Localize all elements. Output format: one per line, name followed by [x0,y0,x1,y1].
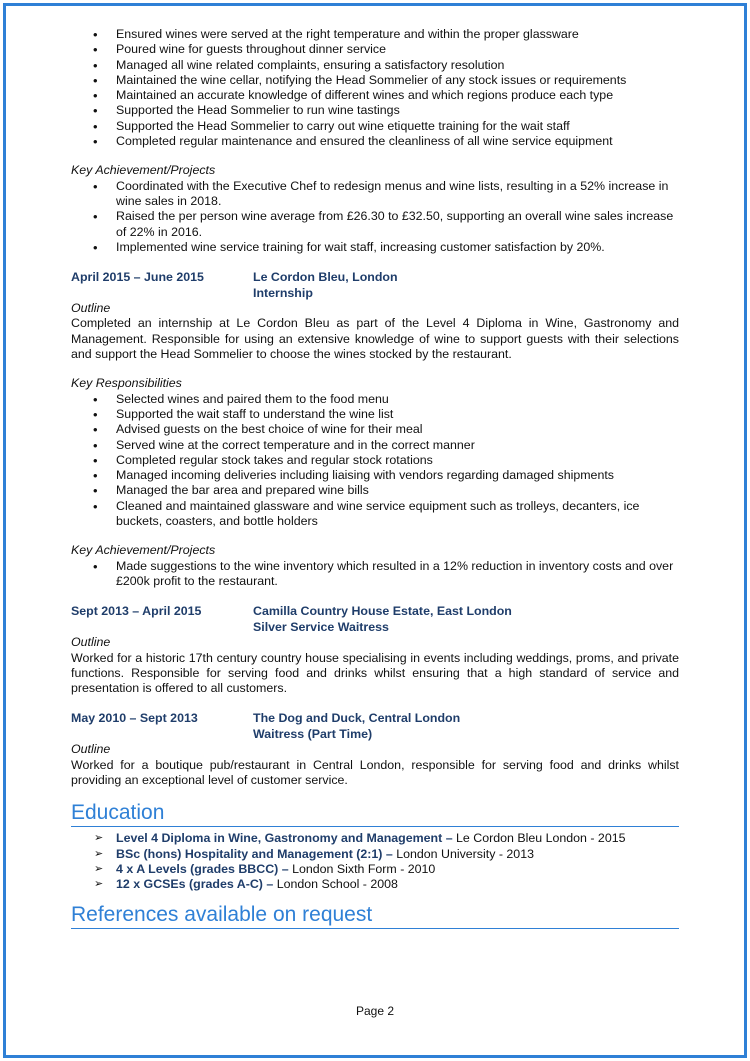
list-item: • Managed incoming deliveries including liaising with vendors regarding damaged shipments [116,468,679,483]
list-item [116,862,679,877]
job3-header [71,604,679,635]
education-detail: London University - 2013 [396,846,534,861]
education-heading: Education [71,800,679,827]
list-item: • Coordinated with the Executive Chef to redesign menus and wine lists, resulting in a 52% increase in wine sales in 2018. [116,179,679,210]
list-item [116,831,679,846]
education-qualification: 12 x GCSEs (grades A-C) [116,877,263,892]
job1-achievements [71,179,679,255]
list-item: • Maintained an accurate knowledge of different wines and which regions produce each type [116,88,679,103]
list-item: • Completed regular stock takes and regular stock rotations [116,453,679,468]
resume-page [71,27,679,929]
education-separator: – [442,831,457,846]
list-item: • Maintained the wine cellar, notifying the Head Sommelier of any stock issues or requirements [116,73,679,88]
job1-achievements-heading: Key Achievement/Projects [71,163,216,178]
education-qualification: Level 4 Diploma in Wine, Gastronomy and Management [116,831,443,846]
education-separator: – [278,861,293,876]
job4-outline-heading: Outline [71,742,111,757]
job2-title: Internship [253,285,313,300]
job4-outline: Worked for a boutique pub/restaurant in Central London, responsible for serving food and drinks whilst providing an exceptional level of customer service. [71,757,679,787]
list-item: • Raised the per person wine average from £26.30 to £32.50, supporting an overall wine sales increase of 22% in 2016. [116,209,679,240]
education-separator: – [262,877,277,892]
list-item: • Supported the Head Sommelier to run wine tastings [116,103,679,118]
job4-title: Waitress (Part Time) [253,726,373,741]
job3-title: Silver Service Waitress [253,619,389,634]
job2-outline-heading: Outline [71,301,111,316]
job2-outline: Completed an internship at Le Cordon Bleu as part of the Level 4 Diploma in Wine, Gastronomy and Management. Responsible for using an extensive knowledge of wine to support guests with their selections and support the Head Sommelier to choose the wines stocked by the restaurant. [71,316,679,362]
education-detail: Le Cordon Bleu London - 2015 [456,831,626,846]
list-item [116,877,679,892]
list-item: • Cleaned and maintained glassware and wine service equipment such as trolleys, decanters, ice buckets, coasters, and bottle holders [116,499,679,530]
job2-employer: Le Cordon Bleu, London [253,270,398,285]
job4-header [71,711,679,742]
list-item [116,847,679,862]
list-item: • Supported the wait staff to understand the wine list [116,407,679,422]
education-qualification: 4 x A Levels (grades BBCC) [116,861,279,876]
list-item: • Made suggestions to the wine inventory which resulted in a 12% reduction in inventory costs and over £200k profit to the restaurant. [116,559,679,590]
job2-header [71,270,679,301]
list-item: • Managed all wine related complaints, ensuring a satisfactory resolution [116,58,679,73]
education-qualification: BSc (hons) Hospitality and Management (2:1) [116,846,383,861]
job1-responsibilities [71,27,679,149]
list-item: • Served wine at the correct temperature and in the correct manner [116,438,679,453]
education-detail: London School - 2008 [276,877,398,892]
job3-dates: Sept 2013 – April 2015 [71,604,202,619]
education-separator: – [382,846,397,861]
page-number: Page 2 [355,1004,395,1018]
list-item: • Supported the Head Sommelier to carry out wine etiquette training for the wait staff [116,119,679,134]
job2-dates: April 2015 – June 2015 [71,270,204,285]
list-item: • Ensured wines were served at the right temperature and within the proper glassware [116,27,679,42]
education-list [71,831,679,892]
list-item: • Poured wine for guests throughout dinner service [116,42,679,57]
list-item: • Selected wines and paired them to the food menu [116,392,679,407]
job2-achievements [71,559,679,590]
list-item: • Implemented wine service training for wait staff, increasing customer satisfaction by 20%. [116,240,679,255]
list-item: • Advised guests on the best choice of wine for their meal [116,422,679,437]
education-detail: London Sixth Form - 2010 [292,861,436,876]
job4-dates: May 2010 – Sept 2013 [71,711,198,726]
references-heading: References available on request [71,902,679,929]
job3-outline: Worked for a historic 17th century country house specialising in events including weddings, proms, and private functions. Responsible for serving food and drinks whilst ensuring that a high standard of service and presentation is offered to all customers. [71,650,679,696]
job3-outline-heading: Outline [71,635,111,650]
job3-employer: Camilla Country House Estate, East London [253,604,512,619]
job4-employer: The Dog and Duck, Central London [253,711,461,726]
job2-responsibilities-heading: Key Responsibilities [71,376,182,391]
list-item: • Completed regular maintenance and ensured the cleanliness of all wine service equipment [116,134,679,149]
list-item: • Managed the bar area and prepared wine bills [116,483,679,498]
job2-achievements-heading: Key Achievement/Projects [71,543,216,558]
job2-responsibilities [71,392,679,530]
